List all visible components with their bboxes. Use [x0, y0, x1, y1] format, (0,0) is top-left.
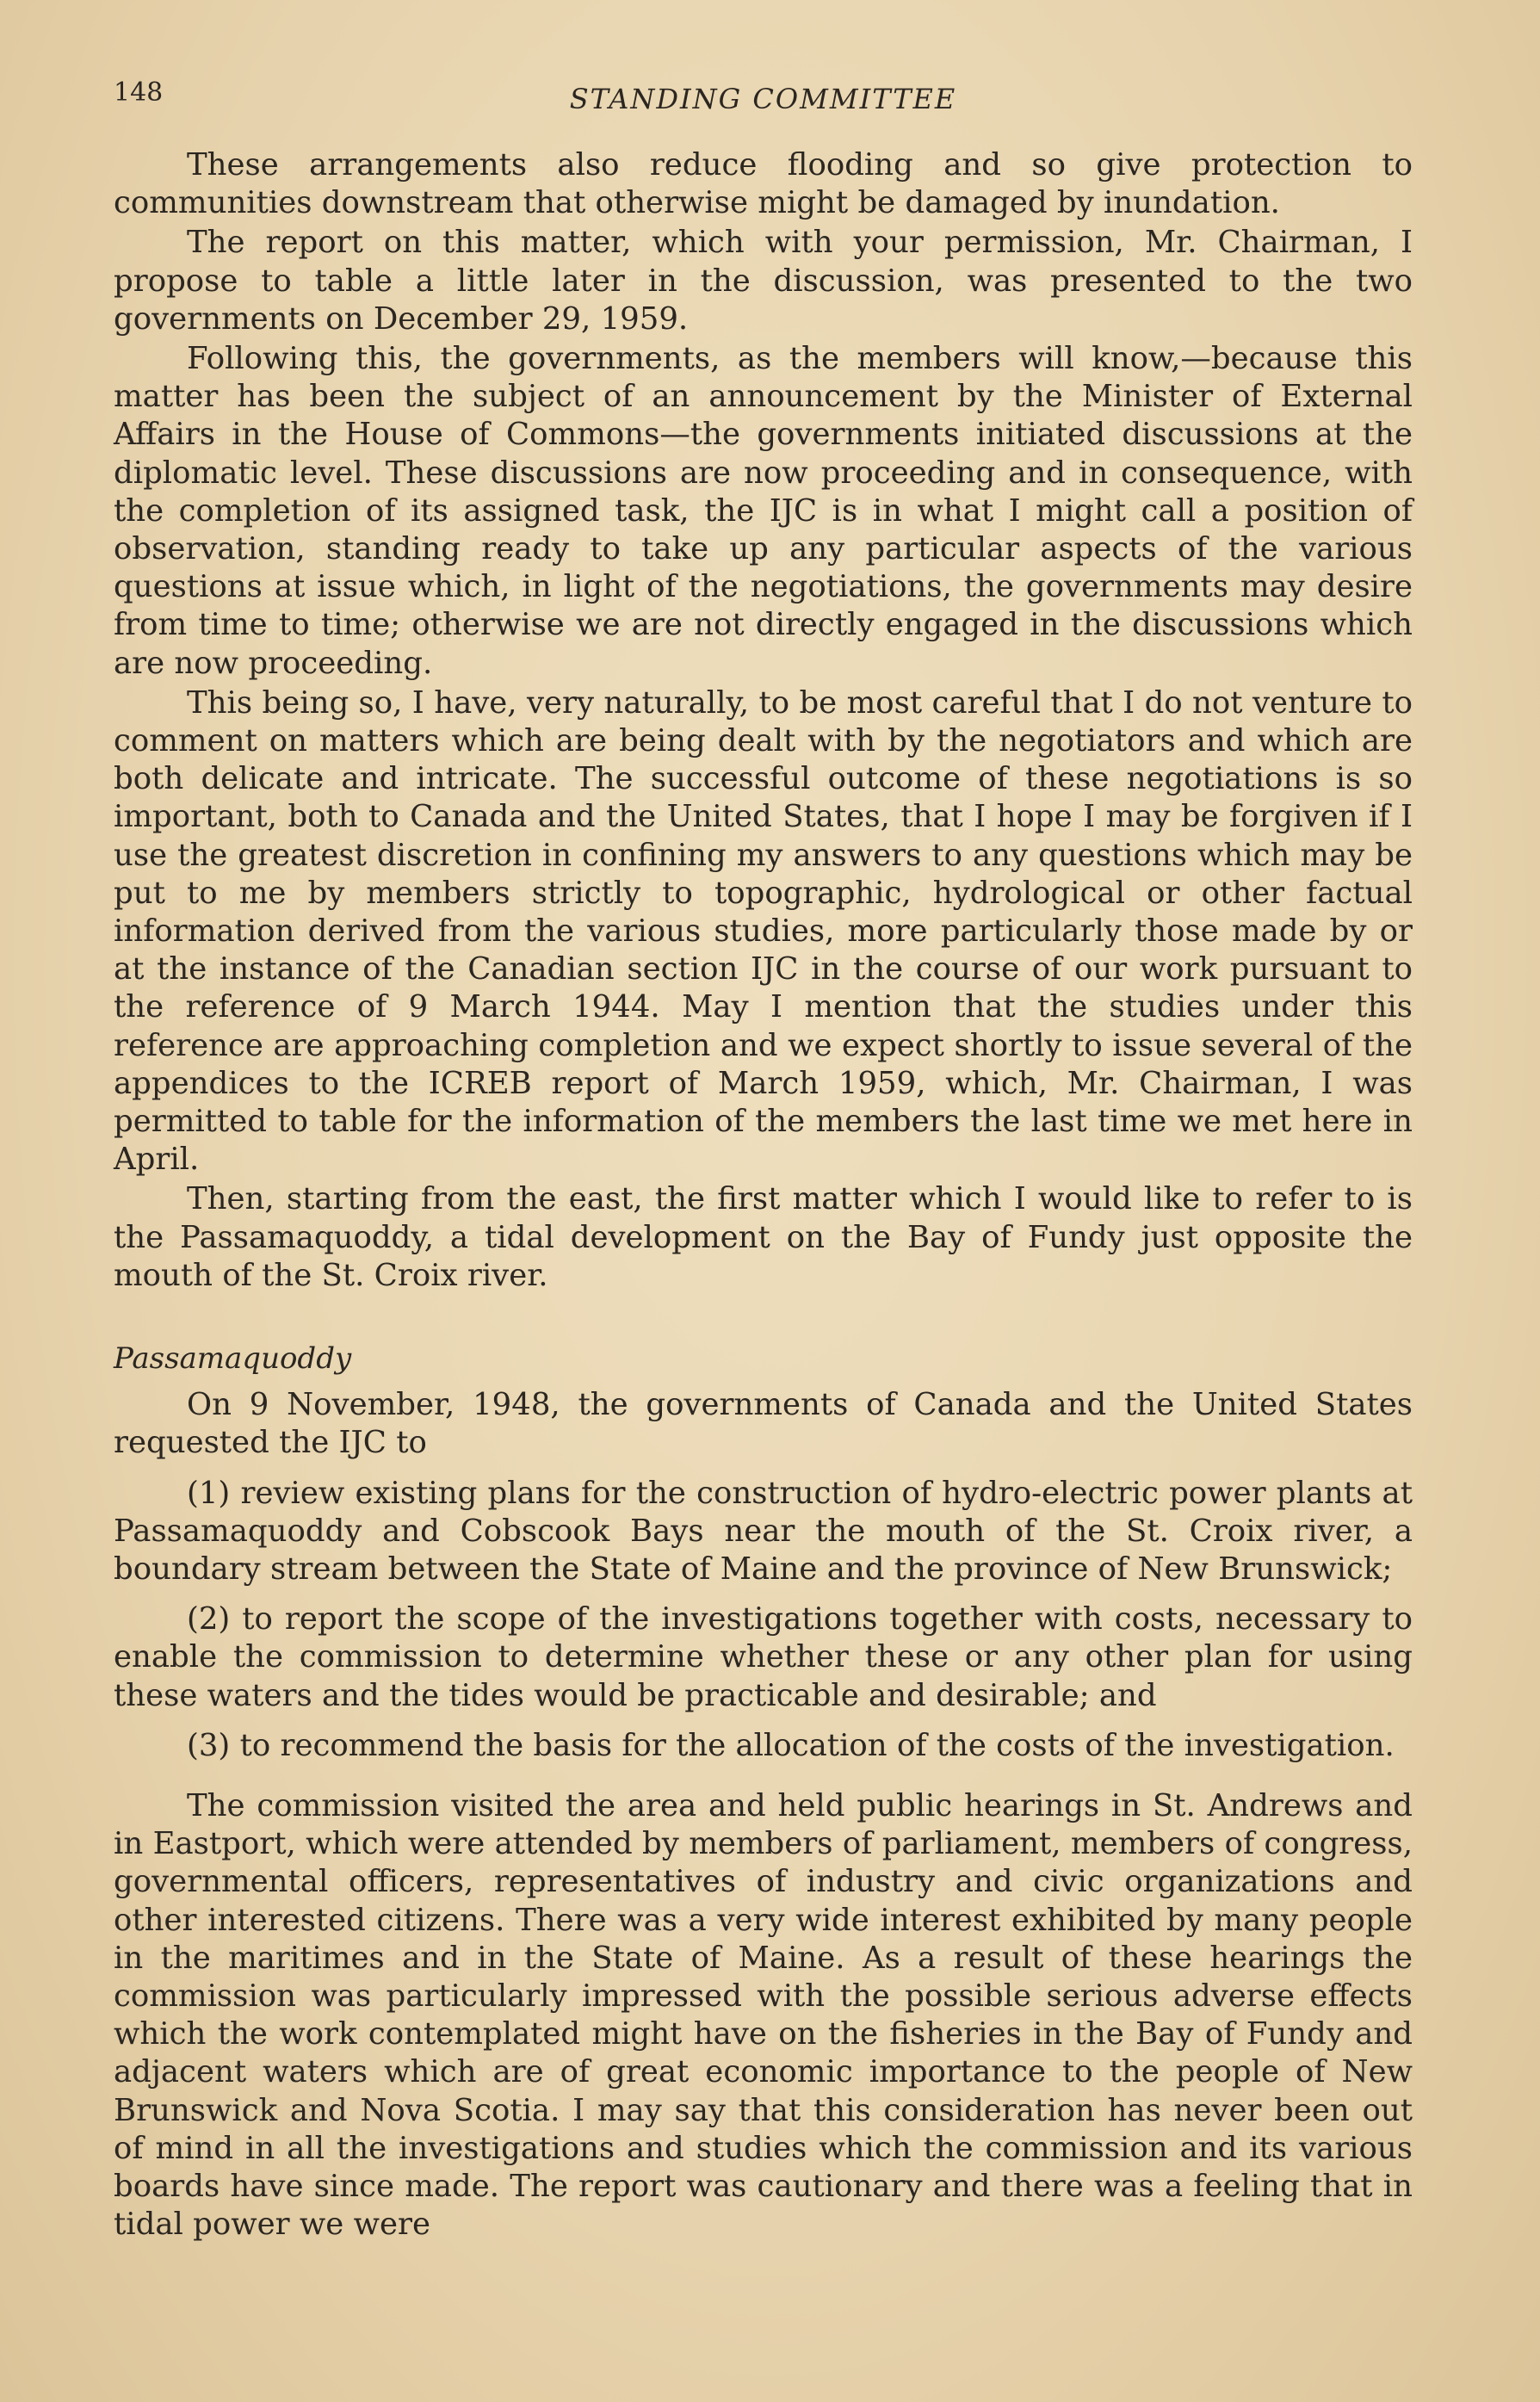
- section-heading-passamaquoddy: Passamaquoddy: [114, 1341, 352, 1377]
- list-item-allocation: (3) to recommend the basis for the allocation of the costs of the investigation.: [187, 1727, 1395, 1763]
- paragraph-report: The report on this matter, which with your permission, Mr. Chairman, I propose to table a little later in the discussion, was presented to the two governments on December 29, 1959.: [114, 225, 1413, 337]
- paragraph-passamaquoddy-intro: Then, starting from the east, the first matter which I would like to refer to is the Passamaquoddy, a tidal development on the Bay of Fundy just opposite the mouth of the St. Croix river.: [114, 1181, 1413, 1293]
- page-number: 148: [114, 77, 164, 108]
- paragraph-flooding: These arrangements also reduce flooding and so give protection to communities downstream that otherwise might be damaged by inundation.: [114, 147, 1413, 221]
- paragraph-hearings: The commission visited the area and held public hearings in St. Andrews and in Eastport, which were attended by members of parliament, members of congress, governmental officers, representatives of industry and civic organizations and other interested citizens. There was a very wide interest exhibited by many people in the maritimes and in the State of Maine. As a result of these hearings the commission was particularly impressed with the possible serious adverse effects which the work contemplated might have on the fisheries in the Bay of Fundy and adjacent waters which are of great economic importance to the people of New Brunswick and Nova Scotia. I may say that this consideration has never been out of mind in all the investigations and studies which the commission and its various boards have since made. The report was cautionary and there was a feeling that in tidal power we were: [114, 1787, 1413, 2243]
- running-header: [114, 71, 1413, 131]
- body-text: [114, 146, 1413, 2244]
- paragraph-request: On 9 November, 1948, the governments of Canada and the United States requested the IJC to: [114, 1387, 1413, 1461]
- paragraph-discretion: This being so, I have, very naturally, to be most careful that I do not venture to comment on matters which are being dealt with by the negotiators and which are both delicate and intricate. The successful outcome of these negotiations is so important, both to Canada and the United States, that I hope I may be forgiven if I use the greatest discretion in confining my answers to any questions which may be put to me by members strictly to topographic, hydrological or other factual information derived from the various studies, more particularly those made by or at the instance of the Canadian section IJC in the course of our work pursuant to the reference of 9 March 1944. May I mention that the studies under this reference are approaching completion and we expect shortly to issue several of the appendices to the ICREB report of March 1959, which, Mr. Chairman, I was permitted to table for the information of the members the last time we met here in April.: [114, 684, 1413, 1178]
- list-item-review: (1) review existing plans for the construction of hydro-electric power plants at Passamaquoddy and Cobscook Bays near the mouth of the St. Croix river, a boundary stream between the State of Maine and the province of New Brunswick;: [114, 1475, 1413, 1587]
- running-title: STANDING COMMITTEE: [569, 83, 957, 115]
- list-item-scope: (2) to report the scope of the investigations together with costs, necessary to enable the commission to determine whether these or any other plan for using these waters and the tides would be practicable and desirable; and: [114, 1601, 1413, 1713]
- paragraph-negotiations: Following this, the governments, as the members will know,—because this matter has been the subject of an announcement by the Minister of External Affairs in the House of Commons—the governments initiated discussions at the diplomatic level. These discussions are now proceeding and in consequence, with the completion of its assigned task, the IJC is in what I might call a position of observation, standing ready to take up any particular aspects of the various questions at issue which, in light of the negotiations, the governments may desire from time to time; otherwise we are not directly engaged in the discussions which are now proceeding.: [114, 341, 1413, 681]
